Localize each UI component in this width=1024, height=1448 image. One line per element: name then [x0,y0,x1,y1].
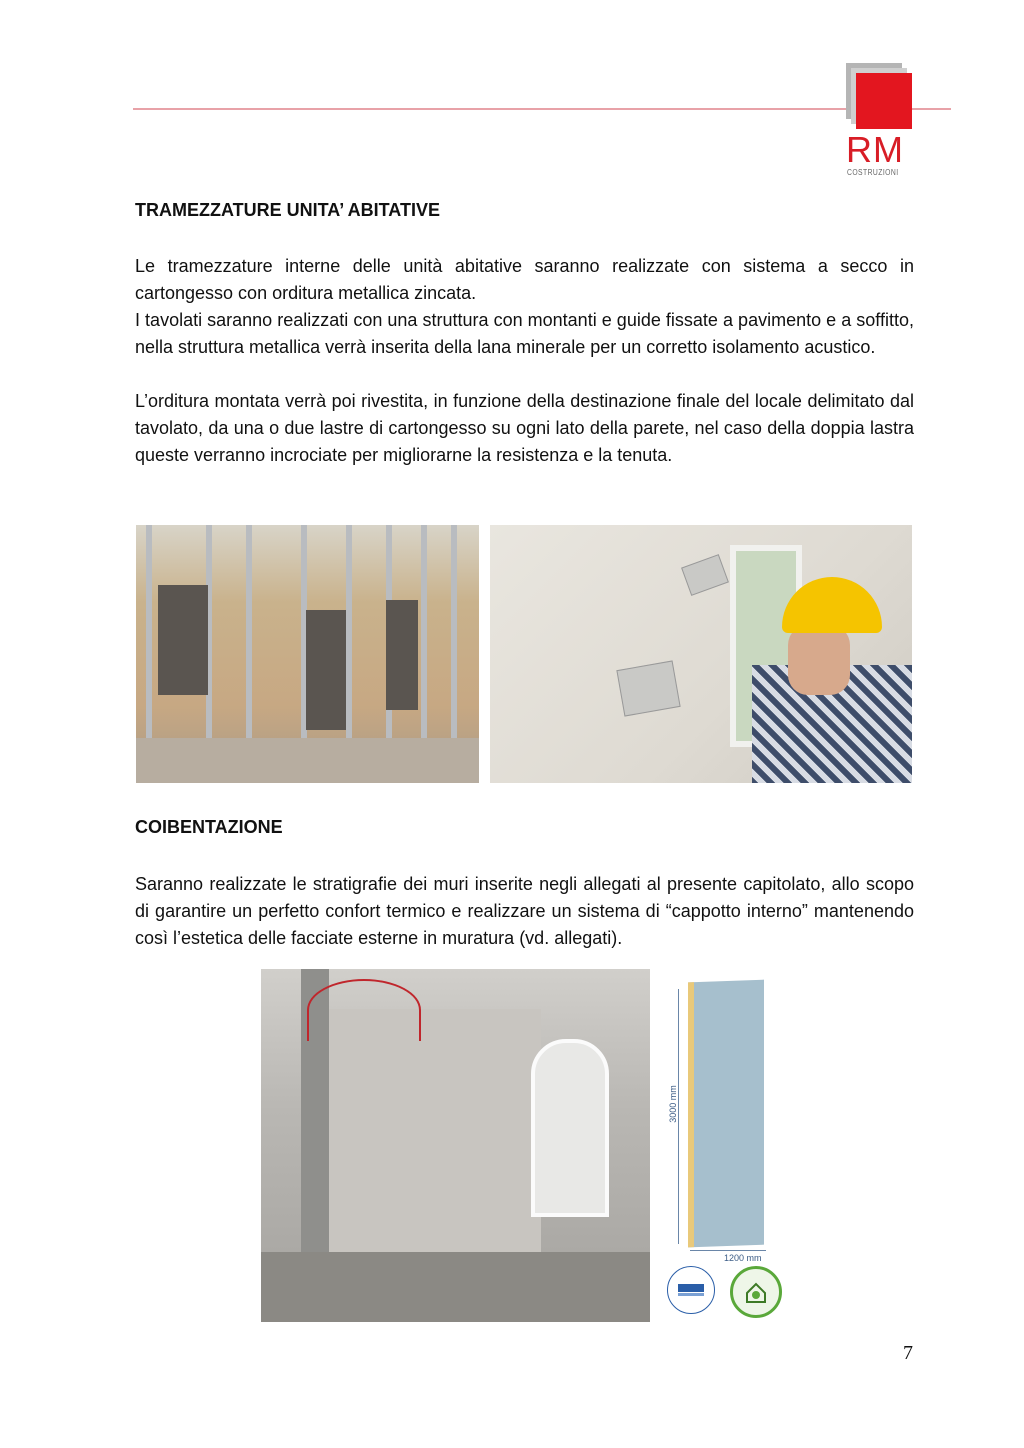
photo-metal-studs [136,525,479,783]
paragraph-3: L’orditura montata verrà poi rivestita, in funzione della destinazione finale del locale delimitato dal tavolato, da una o due lastre di cartongesso su ogni lato della parete, nel caso della doppia lastra queste verranno incrociate per migliorarne la resistenza e la tenuta. [135,391,914,465]
section-heading-tramezzature: TRAMEZZATURE UNITA’ ABITATIVE [135,200,440,220]
logo-square-front [856,73,912,129]
paragraph-4: Saranno realizzate le stratigrafie dei muri inserite negli allegati al presente capitolato, allo scopo di garantire un perfetto confort termico e realizzare un sistema di “cappotto interno” mantenendo così l’estetica delle facciate esterne in muratura (vd. allegati). [135,874,914,948]
paragraph-1: Le tramezzature interne delle unità abitative saranno realizzate con sistema a secco in cartongesso con orditura metallica zincata. [135,256,914,303]
header-divider [133,108,951,110]
height-dimension-label: 3000 mm [667,1085,678,1123]
logo-subtext: COSTRUZIONI [847,168,899,177]
photo-insulated-room [261,969,650,1322]
logo-text: RM [846,129,904,170]
width-dimension-label: 1200 mm [724,1253,762,1263]
insulation-panel-diagram [660,969,790,1269]
page-number: 7 [903,1342,913,1364]
photo-worker-plastering [490,525,912,783]
height-dimension-line [678,989,679,1244]
dnv-certification-badge-icon [667,1266,715,1314]
paragraph-2: I tavolati saranno realizzati con una struttura con montanti e guide fissate a pavimento e a soffitto, nella struttura metallica verrà inserita della lana minerale per un corretto isolamento acustico. [135,310,914,357]
section-heading-coibentazione: COIBENTAZIONE [135,817,283,837]
company-logo [838,60,918,178]
green-building-badge-icon [730,1266,782,1318]
panel-illustration [688,980,764,1248]
width-dimension-line [690,1250,766,1251]
